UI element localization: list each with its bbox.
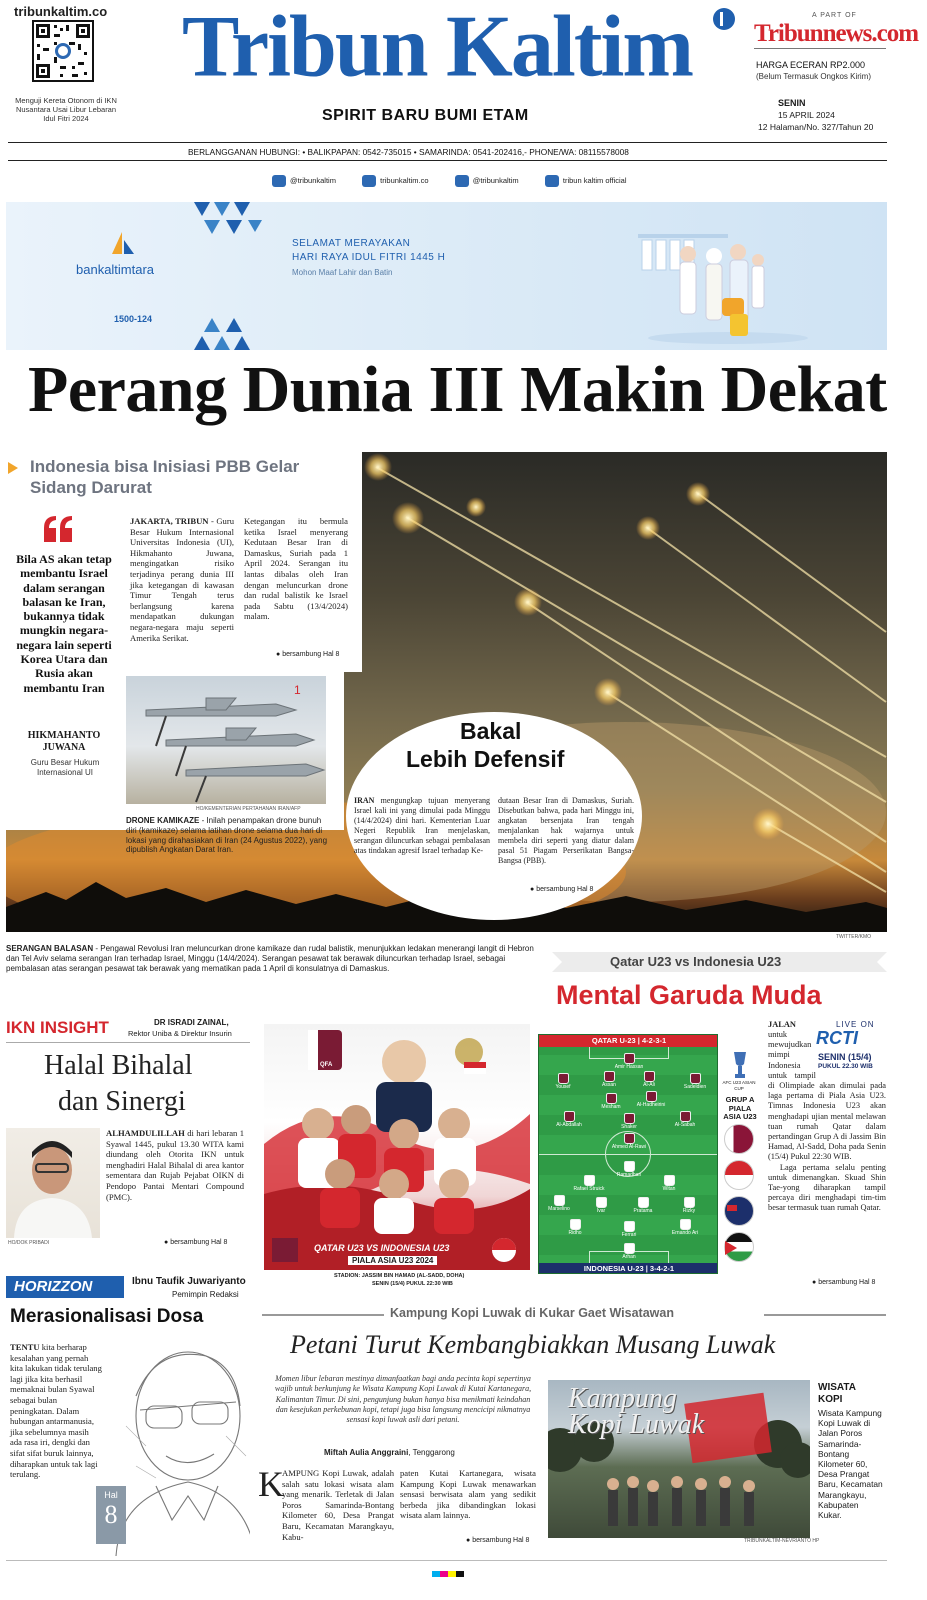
player-marker (647, 1175, 691, 1192)
player-marker (587, 1071, 631, 1088)
jersey-icon (558, 1073, 569, 1084)
ikn-photo-credit: HO/DOK PRIBADI (8, 1240, 50, 1246)
ad-line2: HARI RAYA IDUL FITRI 1445 H (292, 252, 446, 263)
afc-cup-icon (730, 1050, 750, 1080)
player-name: Sadeldien (683, 1084, 707, 1090)
issue-date: 15 APRIL 2024 (778, 110, 835, 120)
player-name: Ridho (568, 1230, 582, 1236)
masthead-rule-top (8, 142, 887, 143)
player-marker (607, 1161, 651, 1178)
player-marker (663, 1219, 707, 1236)
kopi-box-text: Wisata Kampung Kopi Luwak di Jalan Poros Samarinda-Bontang Kilometer 60, Desa Prangat Baru, Kecamatan Marangkayu, Kabupaten Kukar. (818, 1408, 883, 1521)
ad-line3: Mohon Maaf Lahir dan Batin (292, 268, 393, 277)
player-name: Arhan (622, 1254, 636, 1260)
drone-caption: DRONE KAMIKAZE - Inilah penampakan drone bunuh diri (kamikaze) selama latihan drone selama dua hari di lokasi yang dirahasiakan di Iran (24 Agustus 2022), yang dipublish Angkatan Darat Iran. (126, 816, 328, 855)
social-item[interactable]: @tribunkaltim (272, 176, 336, 185)
drone-credit: HO/KEMENTERIAN PERTAHANAN IRAN/AFP (196, 806, 301, 812)
player-name: Marselino (548, 1206, 570, 1212)
cup-label: AFC U23 ASIAN CUP (722, 1080, 756, 1091)
svg-text:1: 1 (294, 683, 301, 697)
player-marker (538, 1195, 581, 1212)
bank-ad[interactable] (6, 202, 887, 350)
horizzon-author-title: Pemimpin Redaksi (172, 1290, 239, 1299)
tagline: SPIRIT BARU BUMI ETAM (322, 107, 529, 124)
price-note: (Belum Termasuk Ongkos Kirim) (756, 72, 871, 81)
twitter-icon (272, 175, 286, 187)
jersey-icon (570, 1219, 581, 1230)
jersey-icon (564, 1111, 575, 1122)
pull-quote: Bila AS akan tetap membantu Israel dalam serangan balasan ke Iran, bukannya tidak mungkin negara-negara lain seperti Korea Utara dan Rusia akan membantu Iran (16, 552, 112, 695)
rcti-logo: RCTI (816, 1028, 858, 1048)
horizzon-text: TENTU kita berharap kesalahan yang pernah kita lakukan tidak terulang lagi jika kita berhasil memaknai bulan Syawal sebagai bulan peningkatan. Dalam hubungan antarmanusia, jika sebelumnya masih ada rasa iri, dengki dan sifat sifat buruk lainnya, diharapkan untuk tak lagi terulang. (10, 1342, 102, 1480)
kopi-dropcap: K (258, 1464, 284, 1504)
ikn-continued[interactable]: ● bersambung Hal 8 (164, 1239, 228, 1246)
player-marker (607, 1053, 651, 1070)
ikn-title-1[interactable]: Halal Bihalal (44, 1050, 193, 1081)
indo-formation: INDONESIA U-23 | 3-4-2-1 (539, 1263, 718, 1274)
jersey-icon (624, 1053, 635, 1064)
football-text: untuk mewujudkan mimpi Indonesia untuk tampil di Olimpiade akan dimulai pada laga pertama di Piala Asia U23. Timnas Indonesia U23 akan menghadapi ujian mental melawan tuan rumah Qatar dalam pertandingan Grup A di Jassim Bin Hamad, Al-Sadd, Doha pada Senin (15/4) Pukul 22:30 WIB. Laga pertama selalu penting untuk dimenangkan. Skuad Shin Tae-yong diharapkan tampil percaya diri menghadapi tim-tim besar termasuk tuan rumah Qatar. (768, 1030, 886, 1213)
social-item[interactable]: tribun kaltim official (545, 176, 627, 185)
football-headline[interactable]: Mental Garuda Muda (556, 980, 822, 1010)
dateline: JAKARTA, TRIBUN (130, 516, 209, 526)
kopi-sign: Kampung Kopi Luwak (568, 1383, 705, 1440)
youtube-icon (545, 175, 559, 187)
lead-column-1: JAKARTA, TRIBUN - Guru Besar Hukum Internasional Universitas Indonesia (UI), Hikmahanto Juwana, mengingatkan risiko terjadinya perang dunia III jika ketegangan di kawasan Timur Tengah terus berlangsung karena mendapatkan dukungan negara-negara maju seperti Amerika Serikat. (130, 516, 234, 643)
player-name: Assan (602, 1082, 616, 1088)
kopi-overline-rule-right (764, 1314, 886, 1316)
jersey-icon (624, 1113, 635, 1124)
player-name: Ivar (596, 1208, 606, 1214)
kopi-headline[interactable]: Petani Turut Kembangbiakkan Musang Luwak (290, 1330, 776, 1359)
horizzon-author: Ibnu Taufik Juwariyanto (132, 1276, 246, 1287)
player-name: Mesham (601, 1104, 621, 1110)
kopi-intro: Momen libur lebaran mestinya dimanfaatkan bagi anda pecinta kopi sepertinya wajib untuk berkunjung ke Wisata Kampung Kopi Luwak di Kutai Kartanegara, Kalimantan Timur. Di sini, pengunjung bukan hanya bisa menikmati keindahan dan kesejukan perkebunan kopi, tetapi juga bisa langsung mencicipi nikmatnya sensasi kopi luwak asli dari petani. (274, 1374, 532, 1425)
oval-column-1: IRAN mengungkap tujuan menyerang Israel kali ini yang dimulai pada Minggu (14/4/2024) dini hari. Kementerian Luar Negeri Republik Iran menjelaskan, serangan diluncurkan sebagai pembalasan atas tindakan agresif Israel terhadap Ke- (354, 796, 490, 855)
player-marker (541, 1073, 585, 1090)
horizzon-label: HORIZZON (6, 1276, 124, 1298)
ad-line1: SELAMAT MERAYAKAN (292, 238, 411, 249)
player-marker (627, 1071, 671, 1088)
page-badge[interactable]: Hal 8 (96, 1486, 126, 1544)
subscription-line: BERLANGGANAN HUBUNGI: • BALIKPAPAN: 0542-735015 • SAMARINDA: 0541-202416,- PHONE/WA: 08115578008 (188, 147, 629, 157)
kompas-logo-icon (713, 8, 735, 30)
player-name: Ramadhan (616, 1172, 642, 1178)
group-label: GRUP A PIALA ASIA U23 (723, 1095, 757, 1121)
poster-venue: STADION: JASSIM BIN HAMAD (AL-SADD, DOHA) (334, 1273, 465, 1279)
tribunnews-logo[interactable]: Tribunnews.com (754, 20, 919, 47)
player-marker (629, 1091, 673, 1108)
player-marker (567, 1175, 611, 1192)
player-name: Al-Ali (643, 1082, 655, 1088)
masthead-rule-bottom (8, 160, 887, 161)
jersey-icon (624, 1133, 635, 1144)
network-rule (754, 48, 886, 49)
australia-flag-icon (724, 1196, 754, 1226)
poster-event: PIALA ASIA U23 2024 (348, 1256, 437, 1265)
kopi-overline-rule-left (262, 1314, 384, 1316)
print-color-marks (432, 1562, 472, 1570)
ad-phone: 1500-124 (114, 314, 153, 324)
ikn-author: DR ISRADI ZAINAL, (154, 1018, 229, 1027)
jordan-flag-icon (724, 1232, 754, 1262)
jersey-icon (604, 1071, 615, 1082)
bar-chevron-right-icon (877, 952, 887, 972)
player-name: Rizky (682, 1208, 696, 1214)
lineup-pitch[interactable] (538, 1034, 718, 1274)
float-spacer (816, 1030, 886, 1072)
poster-time: SENIN (15/4) PUKUL 22:30 WIB (372, 1281, 453, 1287)
player-name: Rafael Struick (573, 1186, 605, 1192)
player-name: Yousef (555, 1084, 571, 1090)
player-marker (553, 1219, 597, 1236)
player-name: Shaker (621, 1124, 637, 1130)
oval-title-1: Bakal (460, 718, 522, 744)
site-url[interactable]: tribunkaltim.co (14, 4, 108, 19)
player-name: Al-Sabah (674, 1122, 696, 1128)
masthead (0, 0, 927, 148)
player-marker (547, 1111, 591, 1128)
tribun-logo[interactable]: Tribun Kaltim (182, 0, 692, 95)
bottom-rule (6, 1560, 887, 1561)
jersey-icon (584, 1175, 595, 1186)
quote-name: HIKMAHANTO JUWANA (27, 730, 101, 753)
player-marker (589, 1093, 633, 1110)
jersey-icon (624, 1243, 635, 1254)
lead-continued[interactable]: ● bersambung Hal 8 (276, 651, 340, 658)
kopi-overline: Kampung Kopi Luwak di Kukar Gaet Wisatawan (390, 1306, 674, 1320)
player-marker (621, 1197, 665, 1214)
instagram-icon (455, 175, 469, 187)
ad-family-illustration (618, 216, 818, 346)
ikn-insight-label: IKN INSIGHT (6, 1018, 109, 1040)
player-marker (607, 1113, 651, 1130)
jersey-icon (624, 1161, 635, 1172)
drone-photo[interactable] (126, 676, 326, 804)
qr-caption: Menguji Kereta Otonom di IKN Nusantara Usai Libur Lebaran Idul Fitri 2024 (15, 96, 117, 123)
live-on: LIVE ON (836, 1020, 875, 1029)
kopi-column-1: AMPUNG Kopi Luwak, adalah salah satu lokasi wisata alam yang menarik. Terletak di Jalan Poros Samarinda-Bontang Kilometer 60, Desa Prangat Baru, Kecamatan Marangkayu, Kabu- (282, 1468, 394, 1542)
player-name: Al-Hadheirini (636, 1102, 666, 1108)
jersey-icon (554, 1195, 565, 1206)
jersey-icon (644, 1071, 655, 1082)
jersey-icon (684, 1197, 695, 1208)
kopi-column-2: paten Kutai Kartanegara, wisata Kampung Kopi Luwak menawarkan sensasi berwisata alam yang sedikit berbeda jika dibandingkan lokasi wisata alam lainnya. (400, 1468, 536, 1521)
player-marker (579, 1197, 623, 1214)
player-marker (607, 1243, 651, 1260)
player-name: Ferrari (621, 1232, 637, 1238)
kicker-arrow-icon (8, 462, 18, 474)
jersey-icon (680, 1219, 691, 1230)
player-marker (667, 1197, 711, 1214)
pattern-top (194, 202, 264, 242)
social-item[interactable]: @tribunkaltim (455, 176, 519, 185)
player-name: Ahmed Al-Rawi (611, 1144, 647, 1150)
ikn-title-2[interactable]: dan Sinergi (58, 1086, 186, 1117)
indonesia-flag-icon (724, 1160, 754, 1190)
part-of-label: A PART OF (812, 12, 857, 19)
ikn-text: ALHAMDULILLAH di hari lebaran 1 Syawal 1445, pukul 13.30 WITA kami diundang oleh Otorita IKN untuk menghadiri Halal Bihalal di area kantor sementara dan Rujab Pejabat OIKN di Pendopo Pantai Mentari Compound (PMC). (106, 1128, 244, 1202)
social-bar (272, 175, 627, 187)
bar-chevron-left-icon (552, 952, 562, 972)
jersey-icon (638, 1197, 649, 1208)
qatar-formation: QATAR U-23 | 4-2-3-1 (539, 1035, 718, 1047)
football-overline: Qatar U23 vs Indonesia U23 (610, 954, 782, 969)
kopi-box-title-2: KOPI (818, 1394, 843, 1405)
lead-column-2: Ketegangan itu bermula ketika Israel menyerang Kedutaan Besar Iran di Damaskus, Suriah pada 1 April 2024. Serangan itu lantas dibalas oleh Iran dengan meluncurkan drone dan rudal balistik ke Israel pada Sabtu (13/4/2024) malam. (244, 516, 348, 622)
social-item[interactable]: tribunkaltim.co (362, 176, 428, 185)
player-marker (673, 1073, 717, 1090)
jersey-icon (606, 1093, 617, 1104)
kopi-box-title-1: WISATA (818, 1382, 856, 1393)
price: HARGA ECERAN RP2.000 (756, 60, 866, 70)
jersey-icon (596, 1197, 607, 1208)
poster-qfa: QFA (320, 1062, 333, 1068)
player-name: Amir Hassan (614, 1064, 644, 1070)
web-icon (362, 175, 376, 187)
match-poster[interactable] (264, 1024, 530, 1270)
issue-day: SENIN (778, 98, 806, 108)
player-name: Ernando Ari (671, 1230, 699, 1236)
oval-title-2: Lebih Defensif (406, 746, 565, 772)
issue-edition: 12 Halaman/No. 327/Tahun 20 (758, 122, 874, 132)
player-marker (607, 1133, 651, 1150)
jersey-icon (624, 1221, 635, 1232)
jersey-icon (680, 1111, 691, 1122)
player-name: Pratama (633, 1208, 653, 1214)
kopi-continued[interactable]: ● bersambung Hal 8 (466, 1537, 530, 1544)
quote-title: Guru Besar Hukum Internasional UI (30, 758, 100, 777)
jersey-icon (664, 1175, 675, 1186)
bank-logo-icon (110, 230, 136, 256)
jersey-icon (690, 1073, 701, 1084)
quote-icon (42, 514, 74, 544)
ikn-author-photo (6, 1128, 100, 1238)
horizzon-title[interactable]: Merasionalisasi Dosa (10, 1306, 204, 1327)
bank-brand: bankaltimtara (76, 262, 155, 277)
player-marker (607, 1221, 651, 1238)
football-text-intro: JALAN (768, 1020, 796, 1029)
jersey-icon (646, 1091, 657, 1102)
pattern-bottom (194, 310, 264, 350)
oval-continued[interactable]: ● bersambung Hal 8 (530, 886, 594, 893)
poster-match: QATAR U23 VS INDONESIA U23 (314, 1243, 450, 1253)
live-time: SENIN (15/4) (818, 1052, 872, 1062)
ikn-rule (6, 1042, 250, 1043)
live-clock: PUKUL 22.30 WIB (818, 1063, 873, 1070)
qr-code[interactable] (32, 20, 94, 82)
player-name: Witan (662, 1186, 676, 1192)
kopi-byline: Miftah Aulia Anggraini, Tenggarong (324, 1448, 455, 1457)
ikn-author-title: Rektor Uniba & Direktur Insurin (128, 1029, 232, 1038)
football-continued[interactable]: ● bersambung Hal 8 (812, 1279, 876, 1286)
kopi-photo-credit: TRIBUNKALTIM-NEVRIANTO HP (744, 1538, 820, 1544)
player-marker (663, 1111, 707, 1128)
photo-credit: TWITTER/KMO (836, 934, 871, 940)
qatar-flag-icon (724, 1124, 754, 1154)
photo-caption: SERANGAN BALASAN - Pengawal Revolusi Iran meluncurkan drone kamikaze dan rudal balistik, menunjukkan ledakan menerangi langit di Hebron dan Tel Aviv selama serangan Iran terhadap Israel, Minggu (14/4/2024). Serangan pesawat tak berawak diluncurkan terhadap Israel, sebagai pembalasan atas serangan pesawat tak berawak yang mematikan pada 1 April di konsulatnya di Damaskus. (6, 944, 534, 973)
lead-kicker[interactable]: Indonesia bisa Inisiasi PBB Gelar Sidang Darurat (30, 457, 300, 497)
oval-column-2: dutaan Besar Iran di Damaskus, Suriah. Disebutkan bahwa, pada hari Minggu ini, angkatan bersenjata Iran tengah menjalankan hak wajarnya untuk membela diri seperti yang diatur dalam pasal 51 Piagam Perserikatan Bangsa-Bangsa (PBB). (498, 796, 634, 865)
main-headline[interactable]: Perang Dunia III Makin Dekat (28, 353, 887, 426)
player-name: Al-Abdallah (556, 1122, 582, 1128)
